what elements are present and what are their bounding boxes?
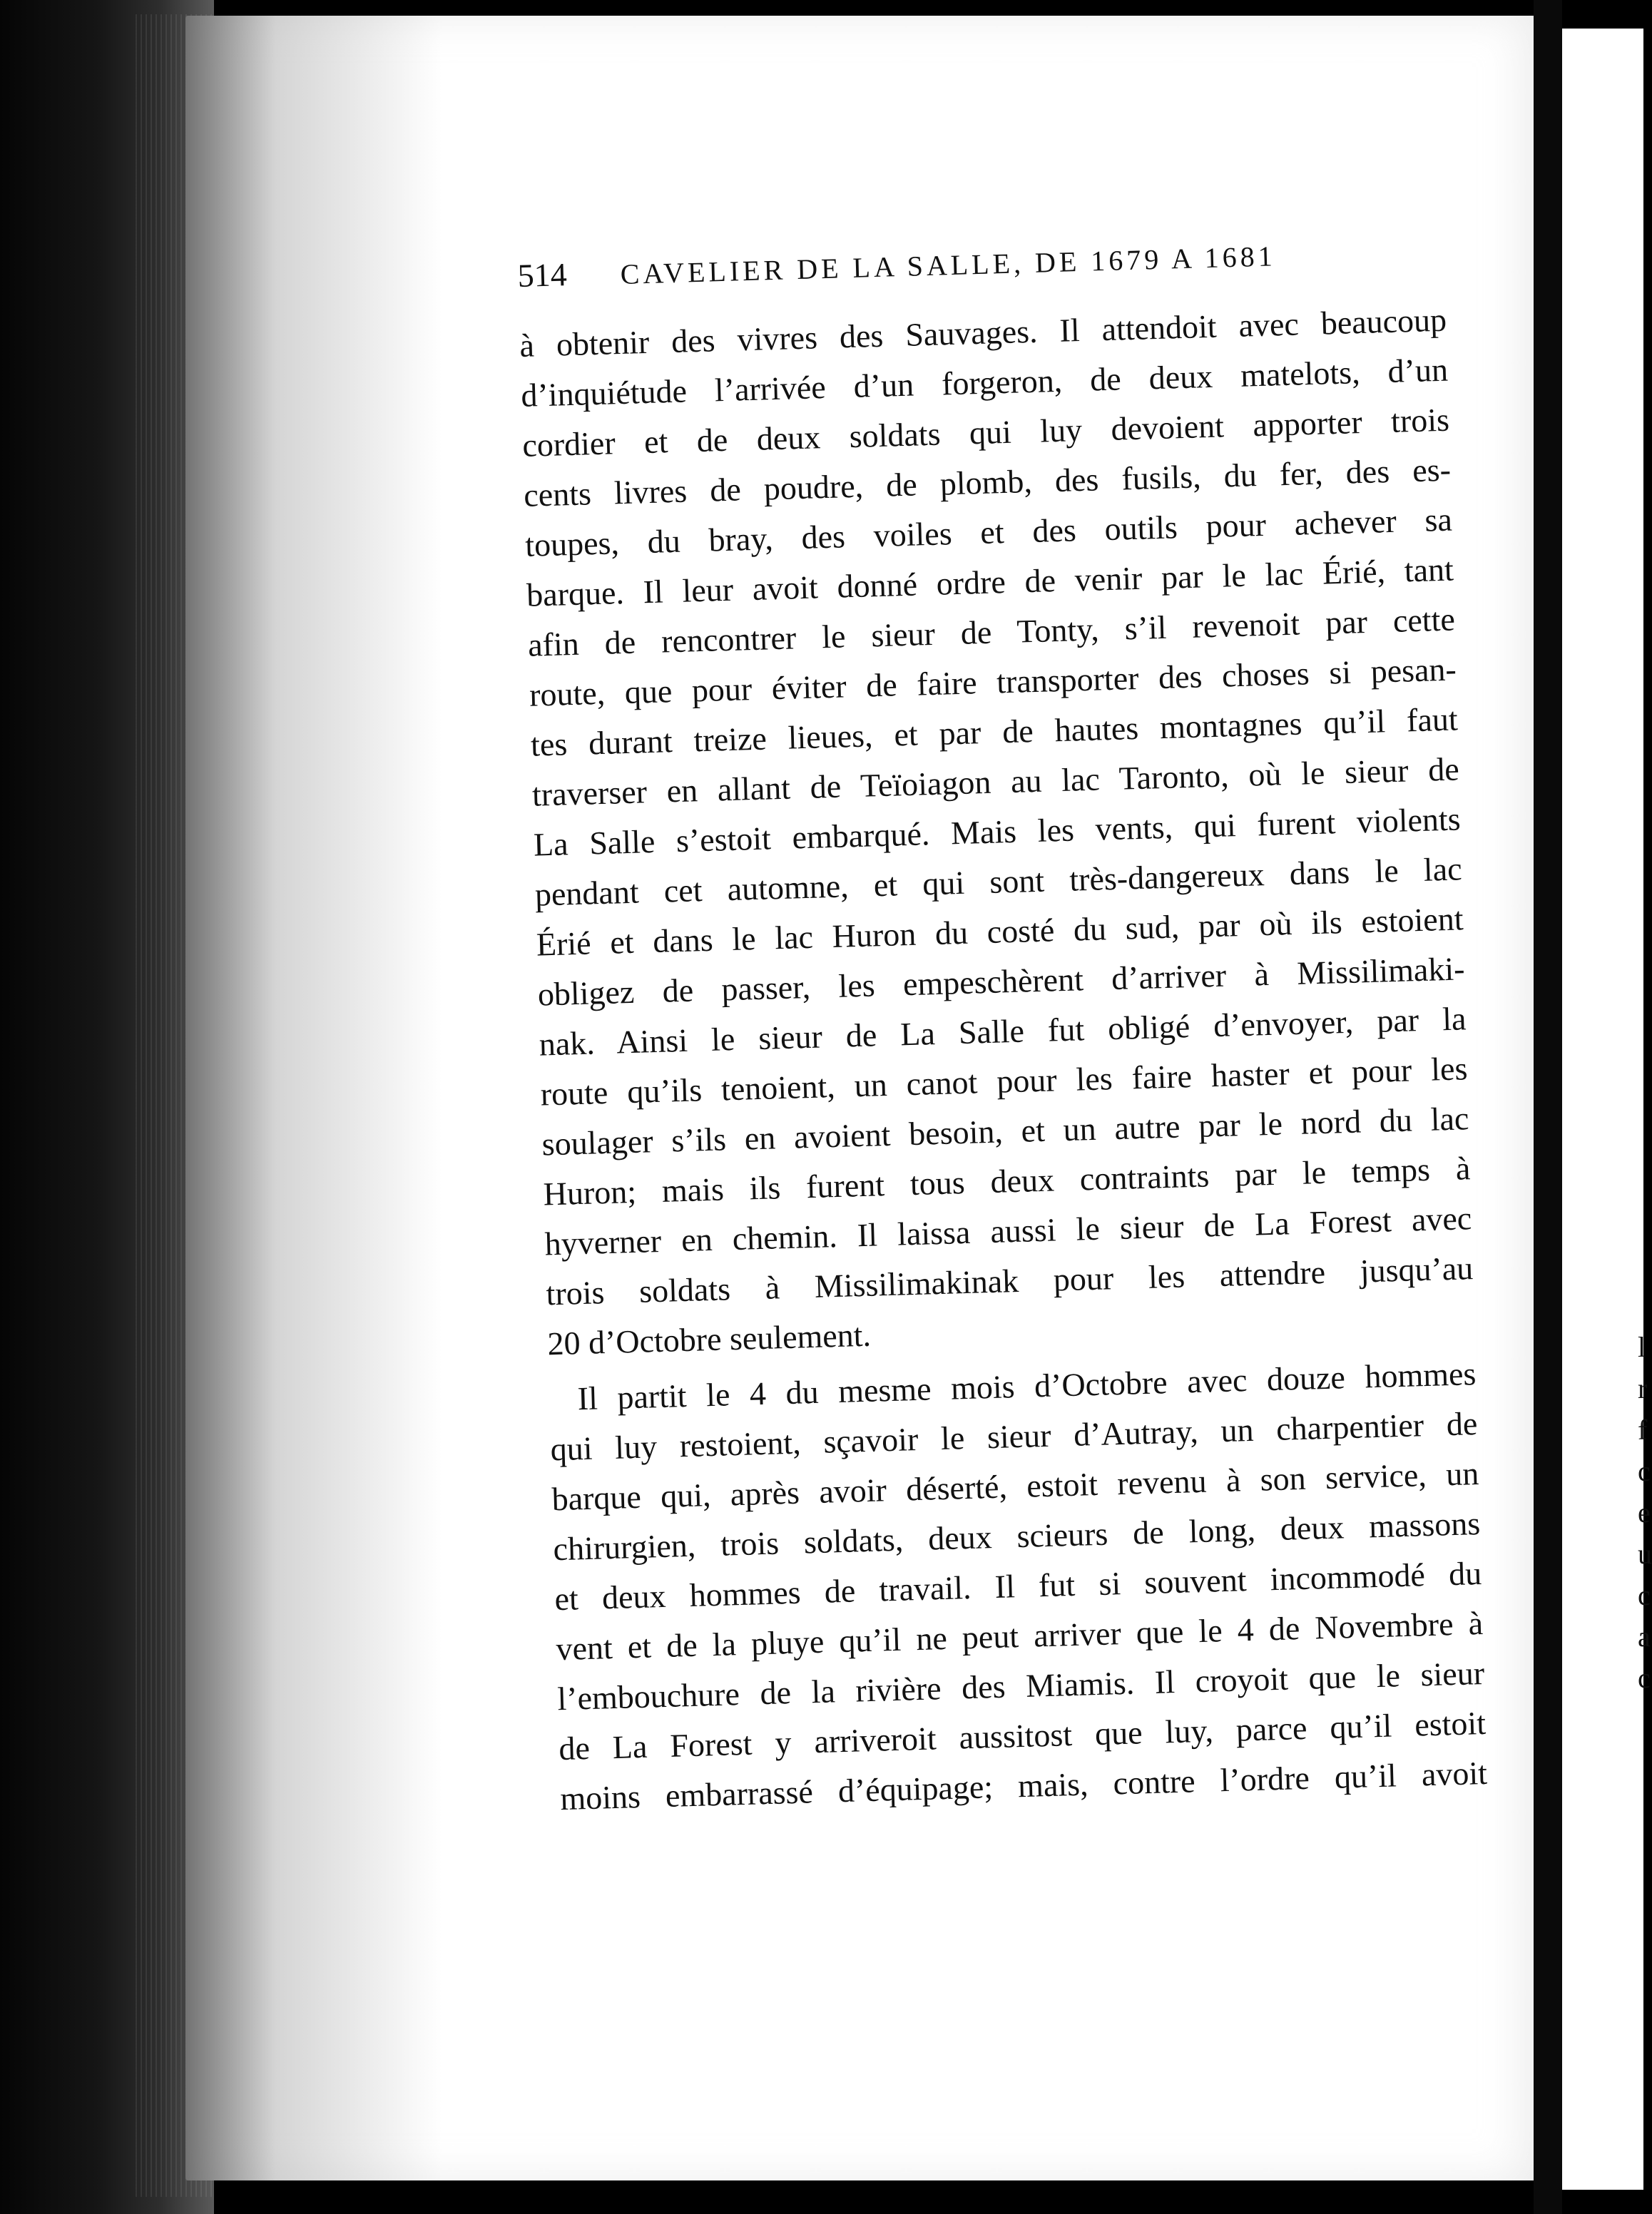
text-block <box>517 231 1488 1824</box>
text-line: d’inquiétude l’arrivée d’un forgeron, de deux matelots, d’un <box>520 351 1449 414</box>
text-line: et deux hommes de travail. Il fut si souvent incommodé du <box>554 1554 1482 1618</box>
facing-fragment: r <box>1638 1372 1648 1404</box>
text-line: à obtenir des vivres des Sauvages. Il attendoit avec beaucoup <box>519 301 1447 364</box>
facing-fragment: c <box>1638 1455 1651 1487</box>
text-line: soulager s’ils en avoient besoin, et un autre par le nord du lac <box>541 1100 1469 1163</box>
text-line: nak. Ainsi le sieur de La Salle fut obligé d’envoyer, par la <box>539 1000 1467 1063</box>
running-head-title: CAVELIER DE LA SALLE, DE 1679 A 1681 <box>620 240 1277 290</box>
text-line: hyverner en chemin. Il laissa aussi le sieur de La Forest avec <box>544 1200 1472 1262</box>
facing-fragment: a <box>1638 1621 1651 1653</box>
text-line: afin de rencontrer le sieur de Tonty, s’il revenoit par cette <box>527 601 1456 663</box>
facing-page-fragments <box>1638 1327 1652 1699</box>
text-line: cordier et de deux soldats qui luy devoient apporter trois <box>521 401 1450 464</box>
facing-fragment: c <box>1638 1579 1651 1611</box>
text-line: l’embouchure de la rivière des Miamis. Il croyoit que le sieur <box>556 1654 1485 1718</box>
facing-page-edge <box>1562 29 1652 2190</box>
text-line: barque qui, après avoir déserté, estoit revenu à son service, un <box>551 1455 1479 1518</box>
text-line: moins embarrassé d’équipage; mais, contre l’ordre qu’il avoit <box>559 1754 1488 1817</box>
right-gutter <box>1534 0 1562 2214</box>
text-line: pendant cet automne, et qui sont très-dangereux dans le lac <box>534 850 1463 913</box>
text-line: toupes, du bray, des voiles et des outils pour achever sa <box>524 501 1453 563</box>
text-line: Huron; mais ils furent tous deux contraints par le temps à <box>542 1150 1471 1213</box>
text-line: trois soldats à Missilimakinak pour les attendre jusqu’au <box>545 1250 1474 1312</box>
text-line: chirurgien, trois soldats, deux scieurs de long, deux massons <box>552 1505 1481 1568</box>
book-edge <box>0 0 214 2214</box>
facing-fragment: l <box>1638 1331 1646 1363</box>
paragraph <box>549 1349 1488 1824</box>
text-line: obligez de passer, les empeschèrent d’arriver à Missilimaki- <box>537 950 1466 1013</box>
text-line: tes durant treize lieues, et par de hautes montagnes qu’il faut <box>530 700 1459 763</box>
facing-fragment: f <box>1638 1414 1648 1446</box>
text-line: route, que pour éviter de faire transporter des choses si pesan- <box>529 651 1457 713</box>
text-line: route qu’ils tenoient, un canot pour les faire haster et pour les <box>540 1050 1468 1113</box>
text-line: Érié et dans le lac Huron du costé du sud, par où ils estoient <box>536 900 1464 963</box>
text-line: La Salle s’estoit embarqué. Mais les vents, qui furent violents <box>533 800 1462 863</box>
text-line: Il partit le 4 du mesme mois d’Octobre avec douze hommes <box>577 1355 1477 1417</box>
facing-fragment: u <box>1638 1538 1652 1570</box>
page-gutter-shadow <box>185 16 442 2180</box>
text-line: traverser en allant de Teïoiagon au lac Taronto, où le sieur de <box>531 750 1460 813</box>
text-line: de La Forest y arriveroit aussitost que luy, parce qu’il estoit <box>558 1704 1487 1767</box>
text-line: qui luy restoient, sçavoir le sieur d’Autray, un charpentier de <box>549 1405 1478 1468</box>
page-number: 514 <box>517 256 568 294</box>
text-line: vent et de la pluye qu’il ne peut arriver que le 4 de Novembre à <box>555 1604 1484 1668</box>
facing-fragment: c <box>1638 1662 1651 1694</box>
paragraph <box>519 295 1476 1369</box>
text-line: barque. Il leur avoit donné ordre de venir par le lac Érié, tant <box>526 551 1454 613</box>
text-line: 20 d’Octobre seulement. <box>546 1316 872 1362</box>
text-line: cents livres de poudre, de plomb, des fusils, du fer, des es- <box>523 451 1452 514</box>
facing-fragment: e <box>1638 1496 1651 1529</box>
